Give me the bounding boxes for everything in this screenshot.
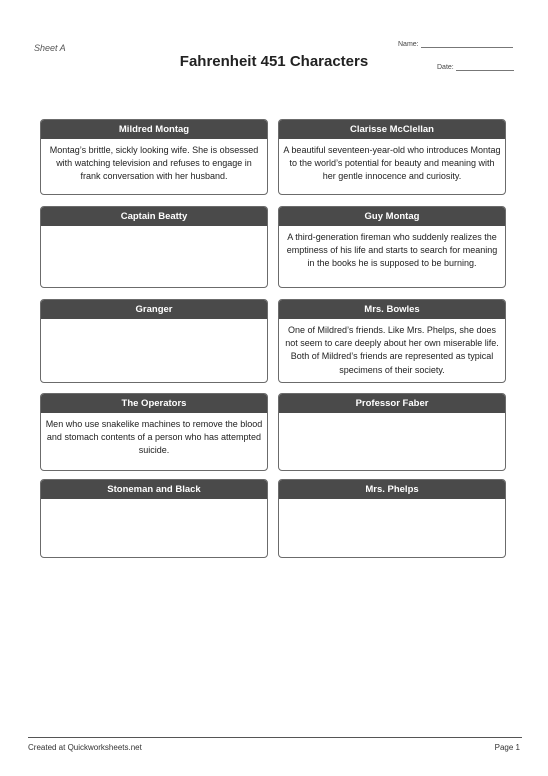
card-description: A beautiful seventeen-year-old who introduces Montag to the world’s potential for beauty and meaning with her gentle innocence and curiosity. [283,145,501,182]
character-card-stoneman-and-black [40,479,268,558]
card-heading: Captain Beatty [41,207,267,226]
card-description [279,499,505,508]
card-description [41,226,267,235]
card-description [279,413,505,422]
card-heading: The Operators [41,394,267,413]
date-field [437,63,514,71]
date-label: Date: [437,64,454,71]
sheet-label: Sheet A [34,43,66,53]
name-label: Name: [398,41,419,48]
card-heading: Mrs. Phelps [279,480,505,499]
card-heading: Guy Montag [279,207,505,226]
character-card-granger [40,299,268,383]
character-card-guy-montag [278,206,506,288]
card-description: Montag’s brittle, sickly looking wife. She is obsessed with watching television and refuses to engage in frank conversation with her husband. [49,145,259,182]
card-description [41,499,267,508]
footer-credit: Created at Quickworksheets.net [28,743,142,752]
card-description: A third-generation fireman who suddenly realizes the emptiness of his life and starts to search for meaning in the books he is supposed to be burning. [286,232,498,269]
page-title: Fahrenheit 451 Characters [179,53,369,70]
card-heading: Mildred Montag [41,120,267,139]
card-heading: Granger [41,300,267,319]
character-card-professor-faber [278,393,506,471]
name-field [398,40,513,48]
character-card-clarisse-mcclellan [278,119,506,195]
card-heading: Mrs. Bowles [279,300,505,319]
card-description: One of Mildred’s friends. Like Mrs. Phelps, she does not seem to care deeply about her own miserable life. Both of Mildred’s friends are represented as typical specimens of their society. [285,325,499,375]
card-heading: Stoneman and Black [41,480,267,499]
character-card-the-operators [40,393,268,471]
character-card-mrs-bowles [278,299,506,383]
name-blank-line [421,40,513,48]
card-heading: Clarisse McClellan [279,120,505,139]
card-heading: Professor Faber [279,394,505,413]
character-card-mrs-phelps [278,479,506,558]
date-blank-line [456,63,514,71]
card-description [41,319,267,328]
footer-divider [28,737,522,738]
character-card-mildred-montag [40,119,268,195]
character-card-captain-beatty [40,206,268,288]
footer-page-number: Page 1 [494,743,520,752]
card-description: Men who use snakelike machines to remove the blood and stomach contents of a person who has attempted suicide. [45,419,263,456]
